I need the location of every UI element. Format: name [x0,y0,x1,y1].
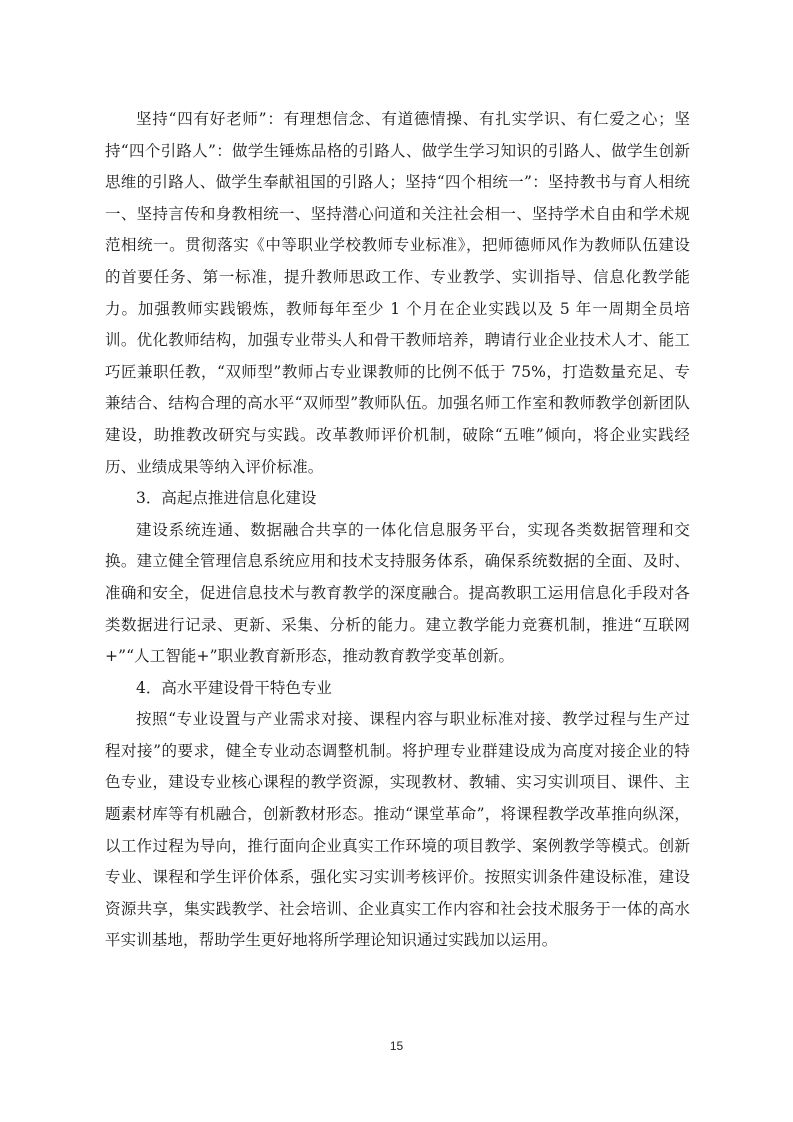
section-heading-informatization: 3．高起点推进信息化建设 [136,489,317,508]
section-heading-specialty: 4．高水平建设骨干特色专业 [136,678,332,697]
paragraph-specialty: 按照“专业设置与产业需求对接、课程内容与职业标准对接、教学过程与生产过程对接”的要求，健全专业动态调整机制。将护理专业群建设成为高度对接企业的特色专业，建设专业核心课程的教学资源，实现教材、教辅、实习实训项目、课件、主题素材库等有机融合，创新教材形态。推动“课堂革命”，将课程教学改革推向纵深，以工作过程为导向，推行面向企业真实工作环境的项目教学、案例教学等模式。创新专业、课程和学生评价体系，强化实习实训考核评价。按照实训条件建设标准，建设资源共享，集实践教学、社会培训、企业真实工作内容和社会技术服务于一体的高水平实训基地，帮助学生更好地将所学理论知识通过实践加以运用。 [105,710,690,950]
paragraph-teacher-team: 坚持“四有好老师”：有理想信念、有道德情操、有扎实学识、有仁爱之心；坚持“四个引路人”：做学生锤炼品格的引路人、做学生学习知识的引路人、做学生创新思维的引路人、做学生奉献祖国的引路人；坚持“四个相统一”：坚持教书与育人相统一、坚持言传和身教相统一、坚持潜心问道和关注社会相一、坚持学术自由和学术规范相统一。贯彻落实《中等职业学校教师专业标准》，把师德师风作为教师队伍建设的首要任务、第一标准，提升教师思政工作、专业教学、实训指导、信息化教学能力。加强教师实践锻炼，教师每年至少 1 个月在企业实践以及 5 年一周期全员培训。优化教师结构，加强专业带头人和骨干教师培养，聘请行业企业技术人才、能工巧匠兼职任教，“双师型”教师占专业课教师的比例不低于 75%，打造数量充足、专兼结合、结构合理的高水平“双师型”教师队伍。加强名师工作室和教师教学创新团队建设，助推教改研究与实践。改革教师评价机制，破除“五唯”倾向，将企业实践经历、业绩成果等纳入评价标准。 [105,110,690,476]
paragraph-informatization: 建设系统连通、数据融合共享的一体化信息服务平台，实现各类数据管理和交换。建立健全管理信息系统应用和技术支持服务体系，确保系统数据的全面、及时、准确和安全，促进信息技术与教育教学的深度融合。提高教职工运用信息化手段对各类数据进行记录、更新、采集、分析的能力。建立教学能力竞赛机制，推进“互联网+”“人工智能+”职业教育新形态，推动教育教学变革创新。 [105,520,690,666]
page-content [105,104,690,957]
page-number: 15 [389,1039,404,1053]
